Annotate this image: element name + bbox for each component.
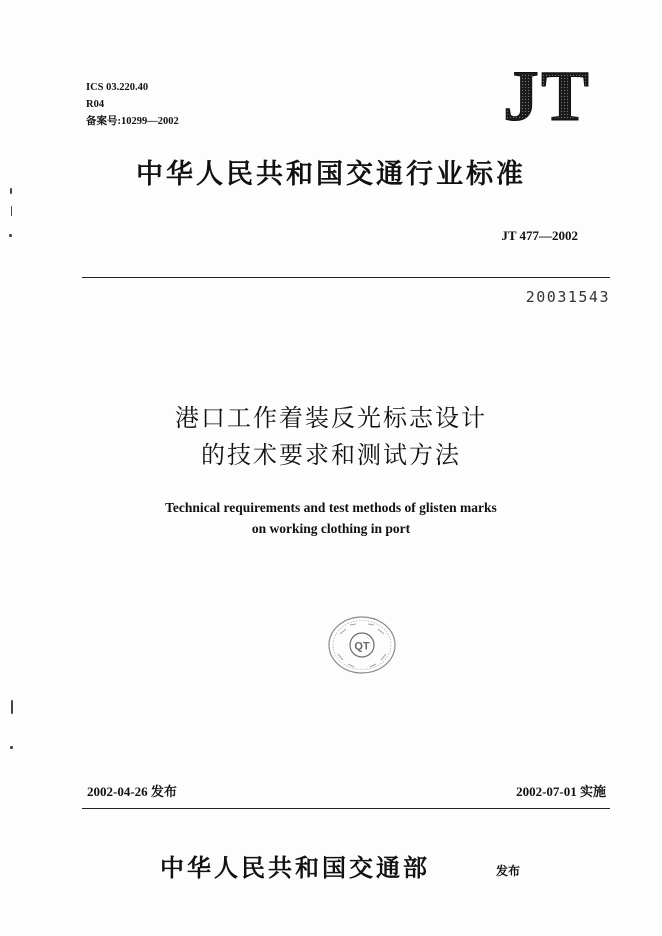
stamped-serial-number: 20031543 (525, 288, 610, 306)
jt-logo (482, 62, 612, 124)
document-title-cn-line1: 港口工作着装反光标志设计 (175, 404, 487, 432)
ics-code: ICS 03.220.40 (86, 82, 149, 93)
scan-speck (9, 234, 12, 237)
standard-category-title: 中华人民共和国交通行业标准 (136, 159, 526, 190)
publisher-name: 中华人民共和国交通部 (160, 853, 430, 882)
header-divider (82, 277, 610, 278)
scan-speck (10, 746, 13, 749)
document-title-en-line2: on working clothing in port (251, 521, 411, 536)
logo-lettering: JT (502, 62, 592, 124)
document-title-cn-line2: 的技术要求和测试方法 (201, 441, 461, 469)
scan-speck (10, 188, 12, 194)
registration-number: 备案号:10299—2002 (86, 116, 179, 127)
document-title-en-line1: Technical requirements and test methods of glisten marks (165, 500, 497, 515)
standard-number: JT 477—2002 (501, 228, 578, 243)
issue-date: 2002-04-26 发布 (87, 784, 177, 799)
library-seal-stamp (326, 614, 398, 676)
publisher-suffix: 发布 (496, 864, 521, 878)
scan-speck (11, 700, 13, 714)
implementation-date: 2002-07-01 实施 (516, 784, 606, 799)
seal-mark: QT (354, 640, 370, 653)
footer-divider (82, 808, 610, 809)
classification-block (86, 79, 179, 130)
category-code: R04 (86, 99, 105, 110)
scan-speck (11, 206, 12, 216)
